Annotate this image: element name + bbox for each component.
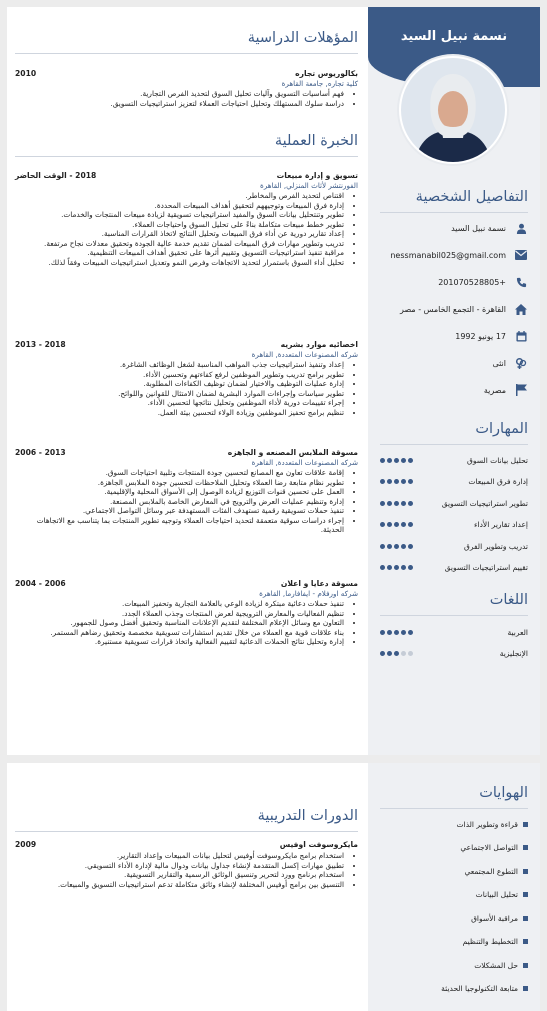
skill-row <box>380 539 528 553</box>
entry-organization: كلية تجاره, جامعة القاهرة <box>281 79 358 88</box>
divider <box>380 212 528 213</box>
courses-title: الدورات التدريبية <box>257 808 358 824</box>
personal-detail-row <box>380 381 528 399</box>
skill-row <box>380 518 528 532</box>
bullet-square-icon <box>523 845 528 850</box>
profile-name: نسمة نبيل السيد <box>400 29 508 44</box>
entry-bullets <box>15 851 358 889</box>
divider <box>380 615 528 616</box>
bullet-item: • إجراء دراسات سوقية متعمقة لتحديد احتياجات العملاء وتوجيه تطوير المنتجات بما يتناسب مع الاتجاهات الحديثة. <box>15 516 344 535</box>
level-dot <box>380 544 385 549</box>
skill-row-level <box>380 479 413 484</box>
level-dot <box>408 479 413 484</box>
level-dot <box>394 522 399 527</box>
language-row-level <box>380 630 413 635</box>
entry-header <box>15 579 358 589</box>
personal-detail-text: nessmanabil025@gmail.com <box>390 250 506 260</box>
personal-detail-row <box>380 300 528 318</box>
bullet-item: • إقامة علاقات تعاون مع المصانع لتحسين جودة المنتجات وتلبية احتياجات السوق. <box>15 468 344 478</box>
main-column <box>7 763 368 1011</box>
bullet-square-icon <box>523 939 528 944</box>
entry-header <box>15 448 358 458</box>
entry-bullets <box>15 191 358 267</box>
level-dot <box>380 458 385 463</box>
hobbies-title: الهوايات <box>479 785 528 801</box>
skill-row <box>380 453 528 467</box>
bullet-item: • إدارة عمليات التوظيف والاختيار لضمان توظيف الكفاءات المطلوبة. <box>15 379 344 389</box>
main-column <box>7 7 368 755</box>
skills-title: المهارات <box>475 421 528 437</box>
bullet-item: • تطوير وتنتحليل بيانات السوق والمفيد استراتيجيات تسويقية لزيادة مبيعات المنتجات والخدمات. <box>15 210 344 220</box>
entry-date: 2013 - 2018 <box>15 340 66 349</box>
divider <box>15 53 358 54</box>
courses-entry <box>15 840 358 889</box>
level-dot <box>387 458 392 463</box>
bullet-item: • تحليل أداء السوق باستمرار لتحديد الاتجاهات وفرص النمو وتعديل استراتيجيات المبيعات وفقاً لذلك. <box>15 258 344 268</box>
level-dot <box>380 501 385 506</box>
user-icon <box>514 221 528 235</box>
bullet-item: • اقتناص لتحديد الفرص والمخاطر. <box>15 191 344 201</box>
hobby-item <box>380 957 528 973</box>
home-icon <box>514 302 528 316</box>
skill-row <box>380 475 528 489</box>
skill-row-level <box>380 522 413 527</box>
bullet-item: • استخدام برنامج وورد لتحرير وتنسيق الوثائق الرسمية والتقارير التسويقية. <box>15 870 344 880</box>
divider <box>380 444 528 445</box>
bullet-square-icon <box>523 916 528 921</box>
hobby-item <box>380 934 528 950</box>
bullet-item: • دراسة سلوك المستهلك وتحليل احتياجات العملاء لتعزيز استراتيجيات التسويق. <box>15 99 344 109</box>
level-dot <box>401 458 406 463</box>
level-dot <box>394 565 399 570</box>
language-row-label: العربية <box>507 627 528 637</box>
experience-title: الخبرة العملية <box>274 133 358 149</box>
bullet-item: • تطوير برامج تدريب وتطوير الموظفين لرفع كفاءتهم وتحسين الأداء. <box>15 370 344 380</box>
hobby-item <box>380 887 528 903</box>
sidebar <box>368 763 540 1011</box>
language-row <box>380 646 528 660</box>
level-dot <box>408 501 413 506</box>
skill-row <box>380 561 528 575</box>
level-dot <box>380 565 385 570</box>
skill-row-label: تدريب وتطوير الفرق <box>464 541 528 551</box>
level-dot <box>387 479 392 484</box>
personal-detail-row <box>380 354 528 372</box>
skill-row-label: تحليل بيانات السوق <box>467 455 528 465</box>
level-dot <box>408 565 413 570</box>
entry-bullets <box>15 89 358 108</box>
experience-entry <box>15 448 358 535</box>
entry-organization: شركه المصنوعات المتعددة, القاهرة <box>251 350 358 359</box>
bullet-item: • تنظيم الفعاليات والمعارض الترويجية لعرض المنتجات وجذب العملاء الجدد. <box>15 609 344 619</box>
bullet-item: • بناء علاقات قوية مع العملاء من خلال تقديم استشارات تسويقية مخصصة وتحقيق رضاهم المستمر. <box>15 628 344 638</box>
bullet-item: • إعداد وتنفيذ استراتيجيات جذب المواهب المناسبة لشغل الوظائف الشاغرة. <box>15 360 344 370</box>
profile-photo <box>399 56 507 164</box>
entry-bullets <box>15 360 358 417</box>
level-dot <box>380 479 385 484</box>
resume-page-1 <box>7 7 540 755</box>
bullet-item: • إدارة فرق المبيعات وتوجيههم لتحقيق أهداف المبيعات المحددة. <box>15 201 344 211</box>
education-title: المؤهلات الدراسية <box>247 30 358 46</box>
skill-row-level <box>380 565 413 570</box>
level-dot <box>401 501 406 506</box>
bullet-square-icon <box>523 869 528 874</box>
entry-role: مسوقة دعايا و اعلان <box>280 579 358 588</box>
level-dot <box>401 479 406 484</box>
entry-role: تسويق و إدارة مبيعات <box>276 171 358 180</box>
hobby-label: متابعة التكنولوجيا الحديثة <box>441 984 518 993</box>
bullet-square-icon <box>523 986 528 991</box>
hobby-label: قراءة وتطوير الذات <box>456 819 518 829</box>
entry-role: اخصائيه موارد بشريه <box>280 340 358 349</box>
level-dot <box>387 544 392 549</box>
personal-detail-row <box>380 273 528 291</box>
level-dot <box>387 522 392 527</box>
bullet-item: • تنفيذ حملات تسويقية رقمية تستهدف الفئات المستهدفة عبر وسائل التواصل الاجتماعي. <box>15 506 344 516</box>
entry-date: 2009 <box>15 840 37 849</box>
level-dot <box>394 651 399 656</box>
level-dot <box>387 565 392 570</box>
level-dot <box>394 479 399 484</box>
resume-page-2 <box>7 763 540 1011</box>
skill-row <box>380 496 528 510</box>
experience-entry <box>15 340 358 417</box>
entry-role: مايكروسوفت اوفيس <box>279 840 358 849</box>
personal-detail-text: انثى <box>492 358 506 368</box>
bullet-square-icon <box>523 822 528 827</box>
entry-organization: شركه اورفلام - ايفافارما, القاهرة <box>259 589 358 598</box>
level-dot <box>408 651 413 656</box>
personal-detail-row <box>380 219 528 237</box>
level-dot <box>394 458 399 463</box>
hobby-label: تحليل البيانات <box>475 890 518 899</box>
entry-header <box>15 340 358 350</box>
level-dot <box>401 544 406 549</box>
calendar-icon <box>514 329 528 343</box>
hobby-label: التواصل الاجتماعي <box>460 843 518 852</box>
level-dot <box>380 630 385 635</box>
bullet-item: • مراقبة تنفيذ استراتيجيات التسويق وتقييم أثرها على تحقيق أهداف المبيعات التنظيمية. <box>15 248 344 258</box>
level-dot <box>380 651 385 656</box>
bullet-item: • تدريب وتطوير مهارات فرق المبيعات لضمان تقديم خدمة عالية الجودة وتحقيق معدلات نجاح مرتفعة. <box>15 239 344 249</box>
bullet-item: • إدارة وتنظيم عمليات العرض والترويج في المعارض الخاصة بالملابس المصنعة. <box>15 497 344 507</box>
divider <box>15 831 358 832</box>
personal-detail-text: مصرية <box>483 385 506 395</box>
bullet-square-icon <box>523 892 528 897</box>
divider <box>15 156 358 157</box>
skill-row-level <box>380 501 413 506</box>
level-dot <box>401 565 406 570</box>
personal-detail-text: القاهرة - التجمع الخامس - مصر <box>400 304 506 314</box>
level-dot <box>401 522 406 527</box>
bullet-item: • استخدام برامج مايكروسوفت أوفيس لتحليل بيانات المبيعات وإعداد التقارير. <box>15 851 344 861</box>
entry-date: 2006 - 2013 <box>15 448 66 457</box>
sidebar <box>368 7 540 755</box>
envelope-icon <box>514 248 528 262</box>
entry-role: مسوقة الملابس المصنعه و الجاهزه <box>227 448 358 457</box>
level-dot <box>401 651 406 656</box>
entry-organization: شركه المصنوعات المتعددة, القاهرة <box>251 458 358 467</box>
education-entry <box>15 69 358 108</box>
experience-entry <box>15 171 358 267</box>
language-row-label: الإنجليزية <box>499 648 528 658</box>
personal-detail-text: 17 يونيو 1992 <box>455 331 506 341</box>
personal-detail-text: نسمة نبيل السيد <box>451 223 506 233</box>
level-dot <box>394 544 399 549</box>
bullet-item: • تطوير خطط مبيعات متكاملة بناءً على تحليل السوق واحتياجات العملاء. <box>15 220 344 230</box>
entry-header <box>15 69 358 79</box>
bullet-item: • التنسيق بين برامج أوفيس المختلفة لإنشاء وثائق متكاملة تدعم استراتيجيات التسويق والمبيعات. <box>15 880 344 890</box>
bullet-item: • تطوير نظام متابعة رضا العملاء وتحليل الملاحظات لتحسين جودة الملابس الجاهزة. <box>15 478 344 488</box>
entry-organization: الفورنتشر لأثاث المنزلي, القاهرة <box>260 181 358 190</box>
level-dot <box>380 522 385 527</box>
flag-icon <box>514 383 528 397</box>
personal-detail-text: 201070528805+ <box>438 277 506 287</box>
entry-header <box>15 840 358 850</box>
entry-bullets <box>15 599 358 647</box>
bullet-item: • التعاون مع وسائل الإعلام المختلفة لتقديم الإعلانات المناسبة وتحقيق أفضل وصول للجمهور. <box>15 618 344 628</box>
entry-date: 2010 <box>15 69 37 78</box>
language-row <box>380 625 528 639</box>
bullet-item: • العمل على تحسين قنوات التوزيع لزيادة الوصول إلى الأسواق المحلية والإقليمية. <box>15 487 344 497</box>
divider <box>380 808 528 809</box>
hobby-label: التطوع المجتمعي <box>464 866 518 876</box>
language-row-level <box>380 651 413 656</box>
hobby-item <box>380 863 528 879</box>
bullet-item: • تنفيذ حملات دعائية مبتكرة لزيادة الوعي بالعلامة التجارية وتحفيز المبيعات. <box>15 599 344 609</box>
skill-row-label: إدارة فرق المبيعات <box>468 477 528 486</box>
bullet-item: • تنظيم برامج تحفيز الموظفين وزيادة الولاء لتحسين بيئة العمل. <box>15 408 344 418</box>
bullet-item: • فهم أساسيات التسويق وآليات تحليل السوق لتحديد الفرص التجارية. <box>15 89 344 99</box>
bullet-item: • إدارة وتحليل نتائج الحملات الدعائية لتقييم الفعالية واتخاذ قرارات تسويقية مستنيرة. <box>15 637 344 647</box>
level-dot <box>408 544 413 549</box>
hobby-item <box>380 816 528 832</box>
bullet-item: • إعداد تقارير دورية عن أداء فرق المبيعات وتحليل النتائج لاتخاذ القرارات المناسبة. <box>15 229 344 239</box>
skill-row-label: إعداد تقارير الأداء <box>473 520 528 529</box>
hobby-label: حل المشكلات <box>474 960 518 970</box>
bullet-item: • تطوير سياسات وإجراءات الموارد البشرية لضمان الامتثال للقوانين واللوائح. <box>15 389 344 399</box>
level-dot <box>387 501 392 506</box>
hobby-item <box>380 981 528 997</box>
personal-detail-row <box>380 246 528 264</box>
level-dot <box>408 458 413 463</box>
experience-entry <box>15 579 358 647</box>
hobby-label: مراقبة الأسواق <box>471 913 518 923</box>
level-dot <box>387 651 392 656</box>
level-dot <box>401 630 406 635</box>
level-dot <box>394 630 399 635</box>
skill-row-level <box>380 544 413 549</box>
skill-row-level <box>380 458 413 463</box>
bullet-item: • إجراء تقييمات دورية لأداء الموظفين وتحليل نتائجها لتحسين الأداء. <box>15 398 344 408</box>
bullet-item: • تطبيق مهارات إكسل المتقدمة لإنشاء جداول بيانات ودوال مالية لإدارة الأداء التسويقي. <box>15 861 344 871</box>
phone-icon <box>514 275 528 289</box>
entry-header <box>15 171 358 181</box>
level-dot <box>394 501 399 506</box>
level-dot <box>408 630 413 635</box>
hobby-label: التخطيط والتنظيم <box>462 937 518 946</box>
skill-row-label: تطوير استراتيجيات التسويق <box>441 498 528 508</box>
entry-date: 2018 - الوقت الحاضر <box>15 171 97 180</box>
hobby-item <box>380 840 528 856</box>
hobby-item <box>380 910 528 926</box>
gender-icon <box>514 356 528 370</box>
entry-date: 2004 - 2006 <box>15 579 66 588</box>
entry-role: بكالوريوس تجاره <box>295 69 358 78</box>
personal-details-title: التفاصيل الشخصية <box>415 189 528 205</box>
level-dot <box>387 630 392 635</box>
bullet-square-icon <box>523 963 528 968</box>
entry-bullets <box>15 468 358 535</box>
skill-row-label: تقييم استراتيجيات التسويق <box>444 563 528 572</box>
languages-title: اللغات <box>489 592 528 608</box>
level-dot <box>408 522 413 527</box>
personal-detail-row <box>380 327 528 345</box>
